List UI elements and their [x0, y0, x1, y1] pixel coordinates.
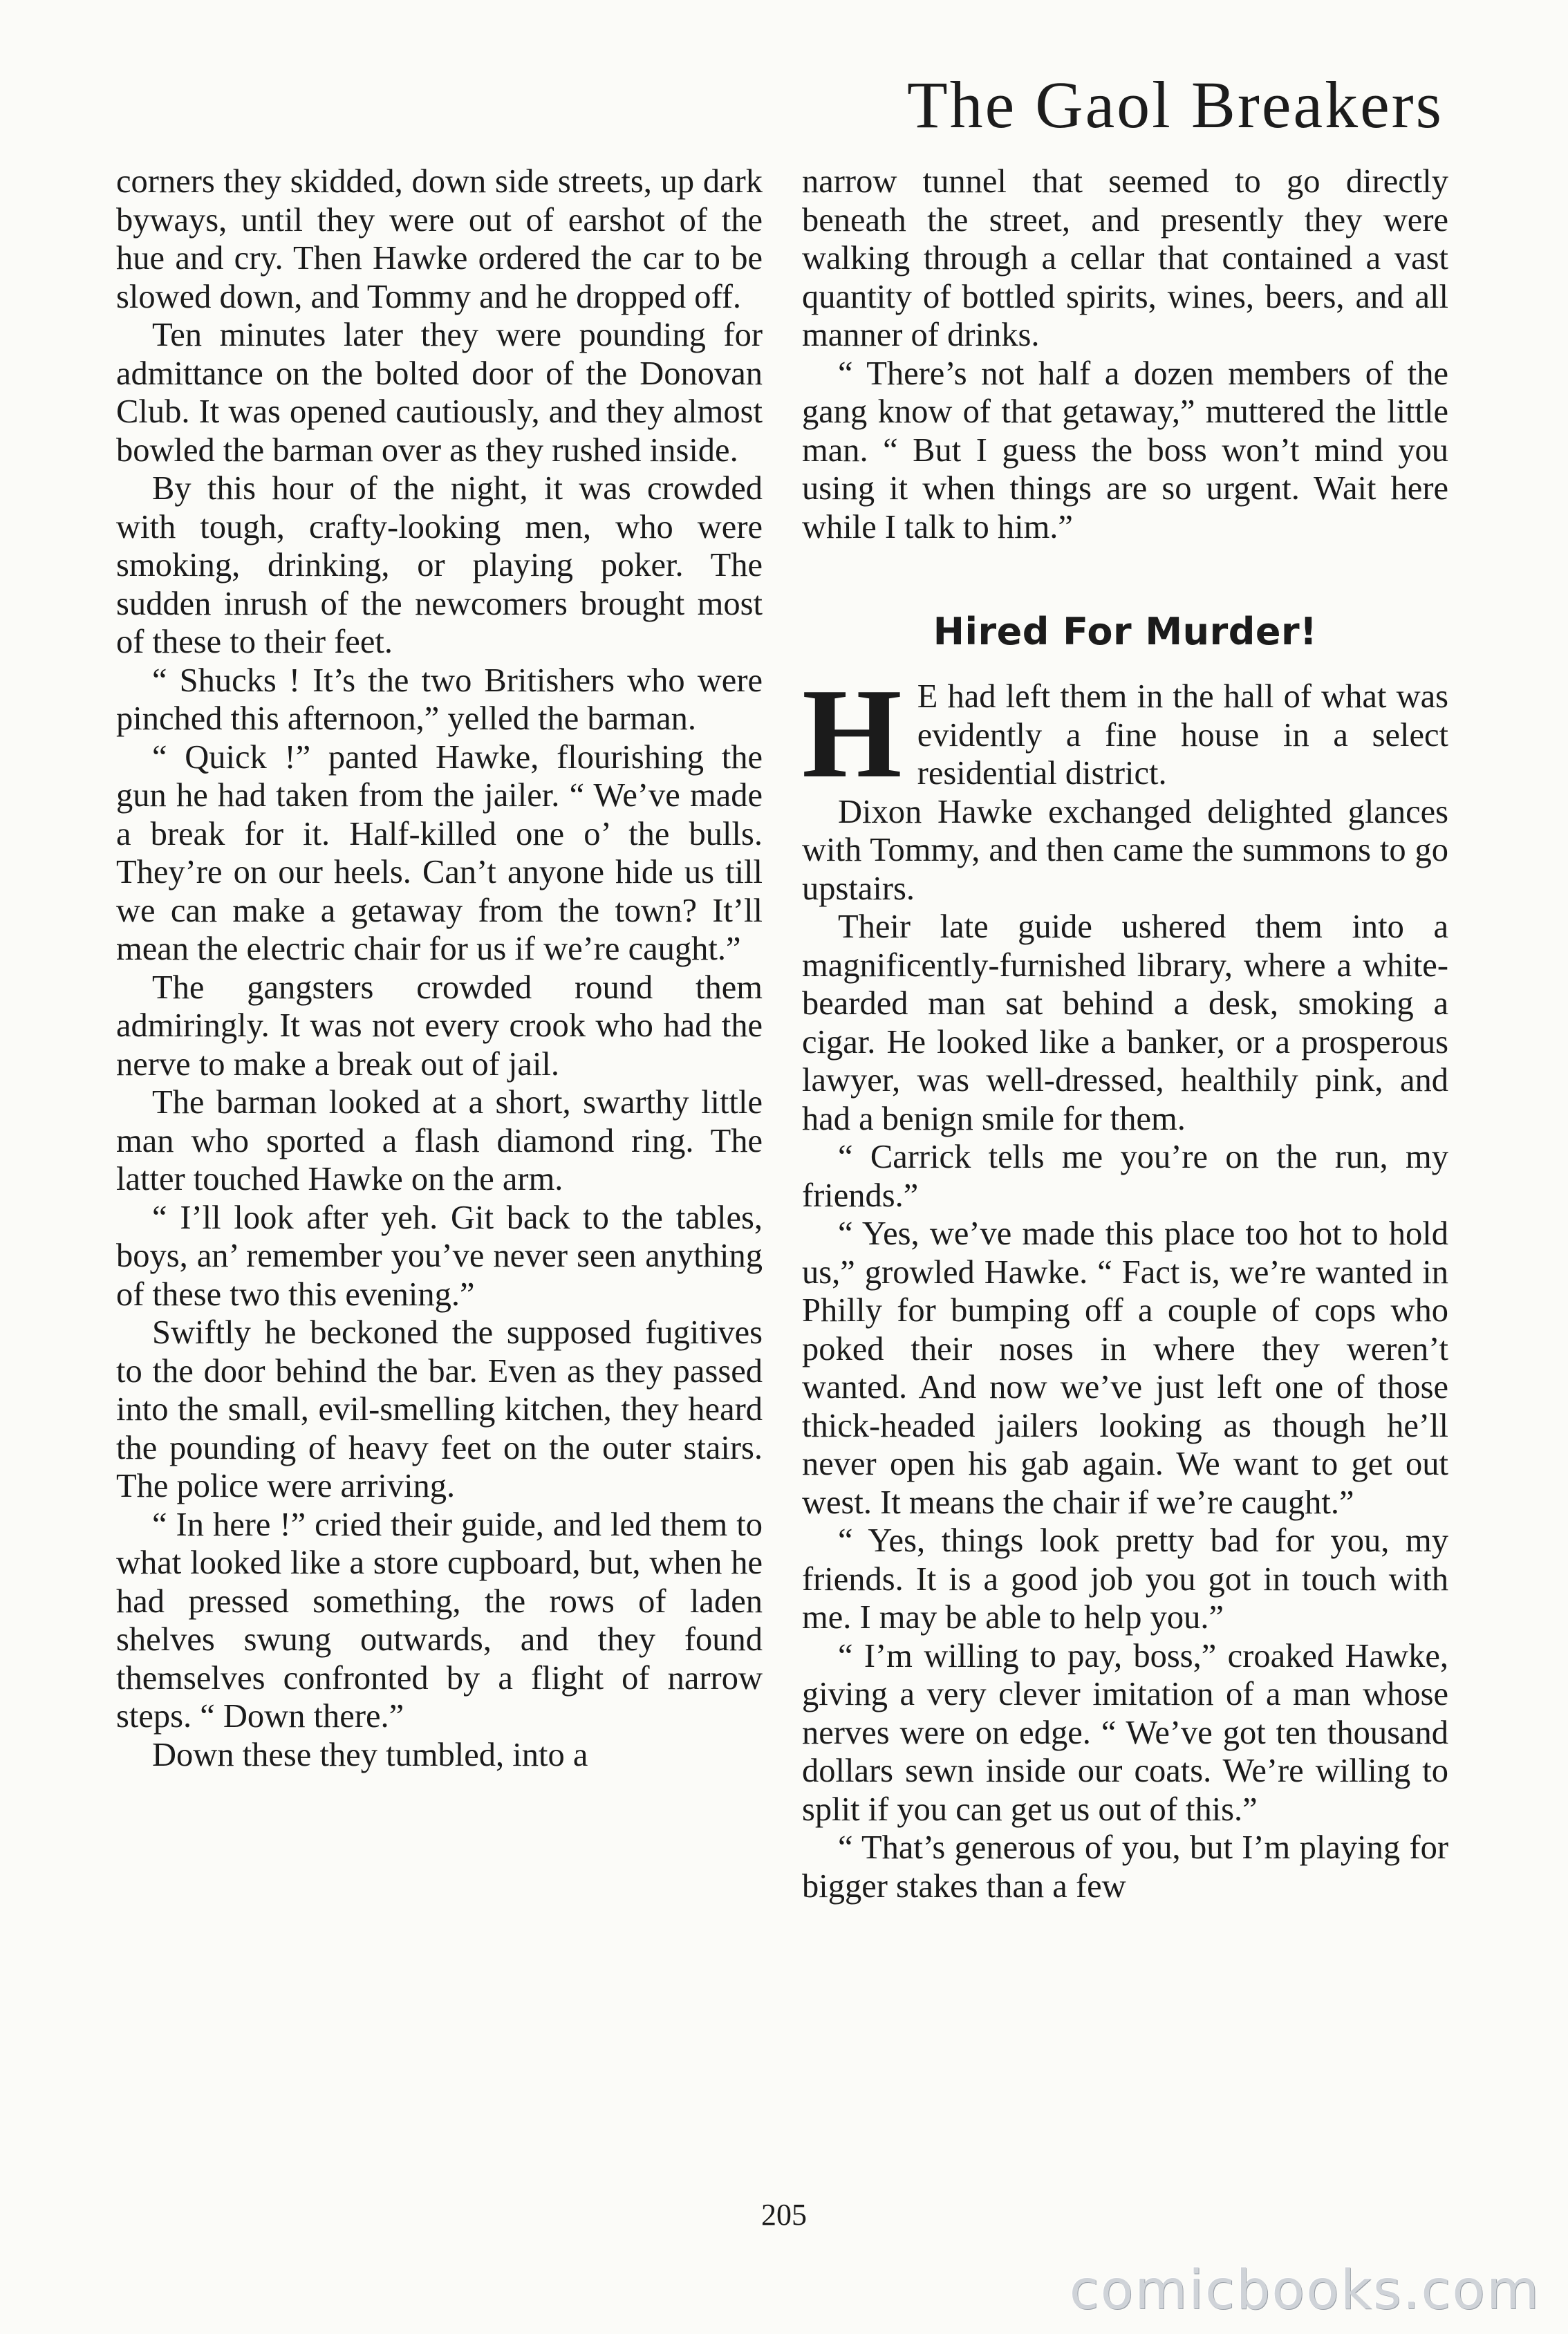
- right-column: [802, 162, 1448, 1905]
- paragraph: Ten minutes later they were pounding for admittance on the bolted door of the Donovan Club. It was opened cautiously, and they almost bowled the barman over as they rushed inside.: [116, 317, 763, 469]
- dropcap-paragraph: [802, 662, 1448, 805]
- paragraph: “ There’s not half a dozen members of the gang know of that getaway,” muttered the little man. “ But I guess the boss won’t mind you using it when things are so urgent. Wait here while I talk to him.”: [802, 355, 1448, 545]
- paragraph: The gangsters crowded round them admiringly. It was not every crook who had the nerve to make a break out of jail.: [116, 969, 763, 1083]
- paragraph: “ Yes, we’ve made this place too hot to hold us,” growled Hawke. “ Fact is, we’re wanted in Philly for bumping off a couple of cops who poked their noses in where they weren’t wanted. And now we’ve just left one of those thick-headed jailers looking as though he’ll never open his gab again. We want to get out west. It means the chair if we’re caught.”: [802, 1215, 1448, 1521]
- section-heading: Hired For Murder!: [933, 610, 1318, 653]
- paragraph: Down these they tumbled, into a: [152, 1736, 588, 1773]
- page-number: 205: [761, 2198, 807, 2232]
- paragraph: “ I’ll look after yeh. Git back to the tables, boys, an’ remember you’ve never seen anything of these two this evening.”: [116, 1199, 763, 1313]
- paragraph: By this hour of the night, it was crowded with tough, crafty-looking men, who were smoking, drinking, or playing poker. The sudden inrush of the newcomers brought most of these to their feet.: [116, 470, 763, 660]
- paragraph: The barman looked at a short, swarthy little man who sported a flash diamond ring. The latter touched Hawke on the arm.: [116, 1084, 763, 1197]
- paragraph: “ I’m willing to pay, boss,” croaked Hawke, giving a very clever imitation of a man whose nerves were on edge. “ We’ve got ten thousand dollars sewn inside our coats. We’re willing to split if you can get us out of this.”: [802, 1637, 1448, 1828]
- paragraph: “ Carrick tells me you’re on the run, my friends.”: [802, 1139, 1448, 1214]
- paragraph: Dixon Hawke exchanged delighted glances with Tommy, and then came the summons to go upstairs.: [802, 793, 1448, 907]
- running-title: The Gaol Breakers: [906, 68, 1444, 142]
- left-column: [116, 162, 763, 1774]
- paragraph: “ That’s generous of you, but I’m playing for bigger stakes than a few: [802, 1829, 1448, 1905]
- paragraph: “ Yes, things look pretty bad for you, my friends. It is a good job you got in touch with me. I may be able to help you.”: [802, 1522, 1448, 1636]
- dropcap-paragraph-text: E had left them in the hall of what was evidently a fine house in a select residential district.: [917, 678, 1448, 792]
- paragraph: Their late guide ushered them into a magnificently-furnished library, where a white-bearded man sat behind a desk, smoking a cigar. He looked like a banker, or a prosperous lawyer, was well-dressed, healthily pink, and had a benign smile for them.: [802, 908, 1448, 1137]
- paragraph: corners they skidded, down side streets, up dark byways, until they were out of earshot of the hue and cry. Then Hawke ordered the car to be slowed down, and Tommy and he dropped off.: [116, 163, 763, 315]
- paragraph: “ In here !” cried their guide, and led them to what looked like a store cupboard, but, when he had pressed something, the rows of laden shelves swung outwards, and they found themselves confronted by a flight of narrow steps. “ Down there.”: [116, 1506, 763, 1735]
- paragraph: Swiftly he beckoned the supposed fugitives to the door behind the bar. Even as they passed into the small, evil-smelling kitchen, they heard the pounding of heavy feet on the outer stairs. The police were arriving.: [116, 1314, 763, 1504]
- watermark: comicbooks.com: [1069, 2259, 1540, 2322]
- drop-cap: H: [802, 662, 902, 805]
- paragraph: “ Shucks ! It’s the two Britishers who were pinched this afternoon,” yelled the barman.: [116, 662, 763, 737]
- paragraph: narrow tunnel that seemed to go directly beneath the street, and presently they were walking through a cellar that contained a vast quantity of bottled spirits, wines, beers, and all manner of drinks.: [802, 163, 1448, 353]
- paragraph: “ Quick !” panted Hawke, flourishing the gun he had taken from the jailer. “ We’ve made a break for it. Half-killed one o’ the bulls. They’re on our heels. Can’t anyone hide us till we can make a getaway from the town? It’ll mean the electric chair for us if we’re caught.”: [116, 738, 763, 967]
